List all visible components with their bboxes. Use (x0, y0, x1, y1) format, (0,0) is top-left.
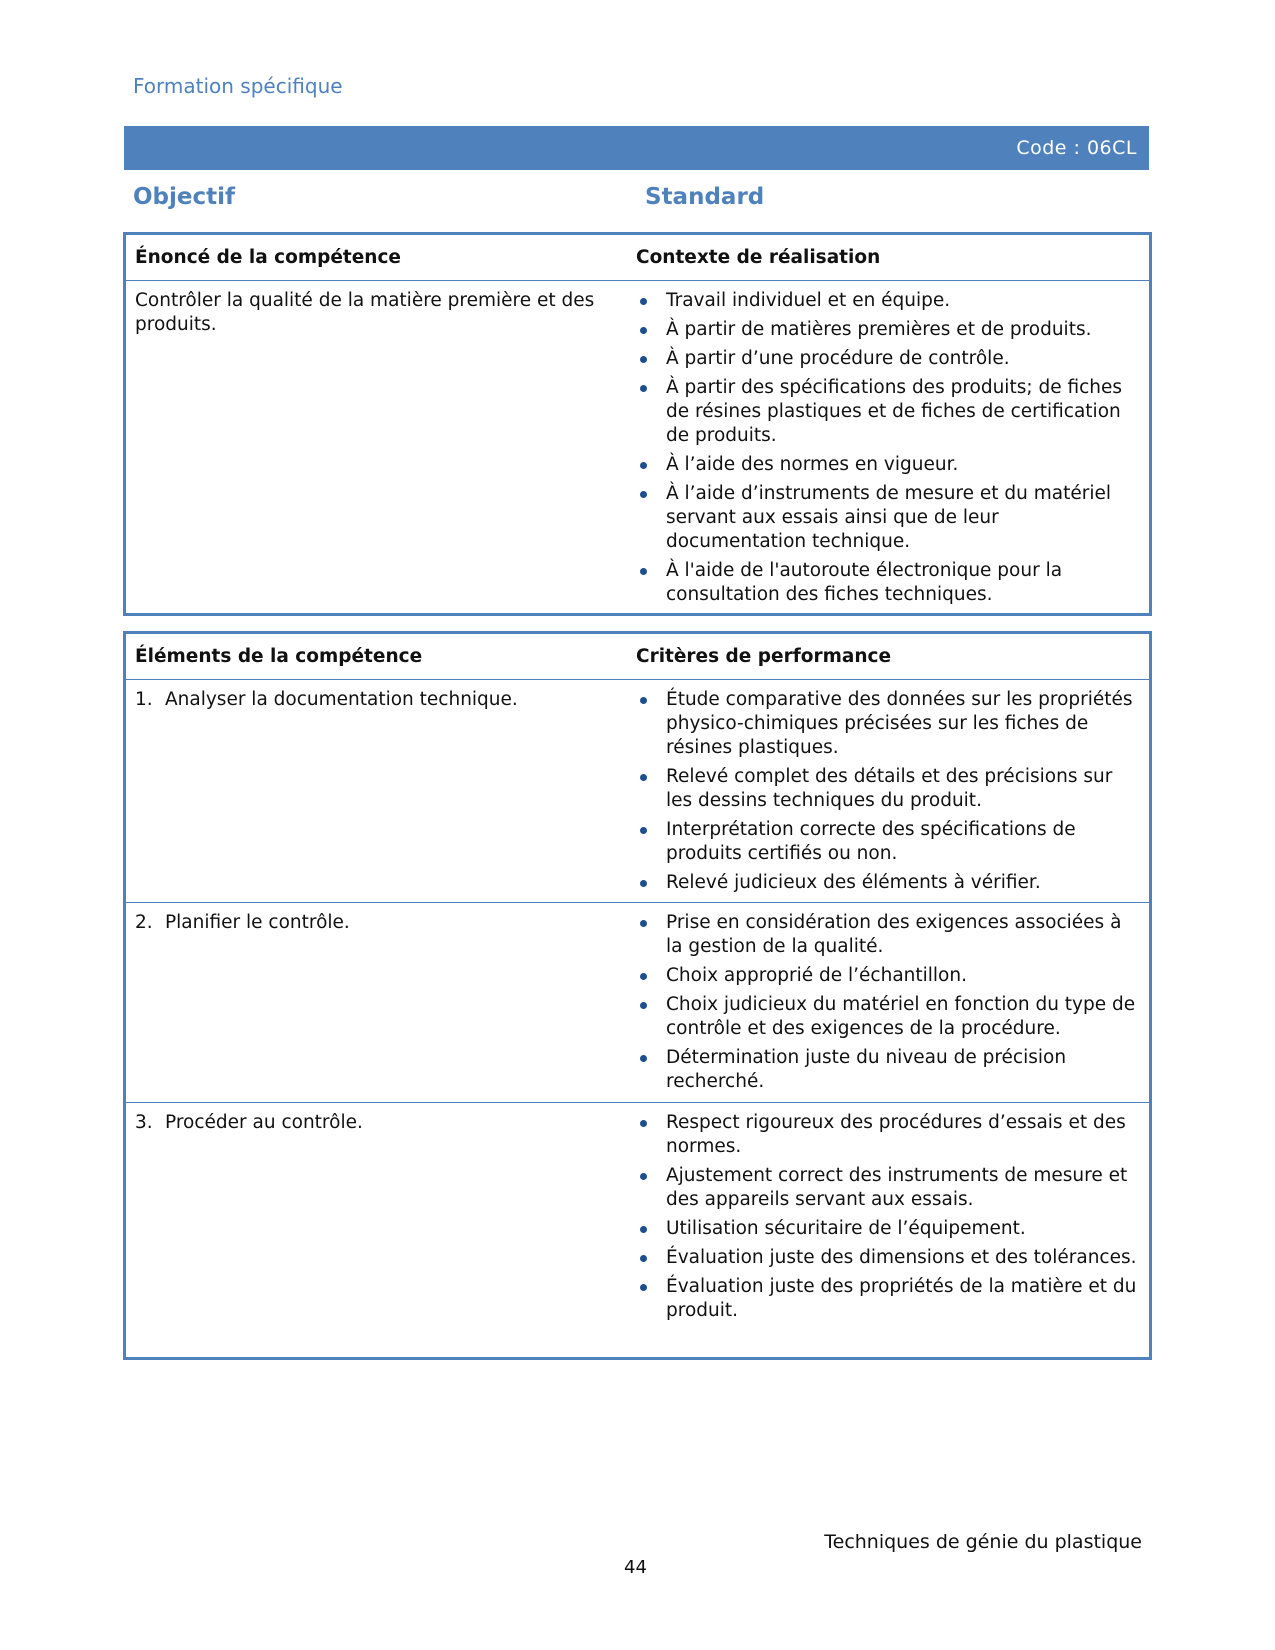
bullet-icon (640, 1255, 647, 1262)
enonce-text: Contrôler la qualité de la matière première et des produits. (135, 290, 595, 335)
elements-header: Éléments de la compétence (135, 646, 423, 667)
bullet-icon (640, 1173, 647, 1180)
contexte-list-cell (618, 281, 1149, 612)
bullet-icon (640, 356, 647, 363)
program-code: Code : 06CL (1016, 137, 1137, 159)
list-item: À partir d’une procédure de contrôle. (636, 347, 1143, 371)
standard-heading: Standard (645, 184, 765, 210)
bullet-icon (640, 920, 647, 927)
bullet-icon (640, 1055, 647, 1062)
list-item: Relevé judicieux des éléments à vérifier. (636, 871, 1143, 895)
bullet-icon (640, 880, 647, 887)
enonce-header: Énoncé de la compétence (135, 247, 401, 268)
criteres-header: Critères de performance (636, 646, 892, 667)
bullet-icon (640, 327, 647, 334)
bullet-icon (640, 298, 647, 305)
element-number: 3. (135, 1112, 153, 1133)
bullet-icon (640, 568, 647, 575)
list-item: À partir des spécifications des produits; de fiches de résines plastiques et de fiches de certification de produits. (636, 376, 1143, 448)
bullet-icon (640, 385, 647, 392)
list-item: Interprétation correcte des spécifications de produits certifiés ou non. (636, 818, 1143, 866)
bullet-icon (640, 973, 647, 980)
contexte-header: Contexte de réalisation (636, 247, 881, 268)
list-item: Choix judicieux du matériel en fonction du type de contrôle et des exigences de la procédure. (636, 993, 1143, 1041)
footer-program-title: Techniques de génie du plastique (824, 1531, 1142, 1553)
table-row (126, 1102, 1149, 1357)
list-item: Ajustement correct des instruments de mesure et des appareils servant aux essais. (636, 1164, 1143, 1212)
criteres-list (636, 911, 1143, 1094)
list-item: À partir de matières premières et de produits. (636, 318, 1143, 342)
element-text: Analyser la documentation technique. (165, 689, 518, 710)
objectif-heading: Objectif (133, 184, 236, 210)
bullet-icon (640, 491, 647, 498)
criteres-cell (618, 680, 1149, 902)
element-text: Procéder au contrôle. (165, 1112, 363, 1133)
element-cell (126, 903, 618, 1102)
list-item: Détermination juste du niveau de précision recherché. (636, 1046, 1143, 1094)
element-text: Planifier le contrôle. (165, 912, 350, 933)
list-item: Évaluation juste des propriétés de la matière et du produit. (636, 1275, 1143, 1323)
page-number: 44 (624, 1557, 647, 1578)
bullet-icon (640, 697, 647, 704)
list-item: À l'aide de l'autoroute électronique pour la consultation des fiches techniques. (636, 559, 1143, 607)
list-item: Relevé complet des détails et des précisions sur les dessins techniques du produit. (636, 765, 1143, 813)
code-band (124, 126, 1149, 170)
bullet-icon (640, 774, 647, 781)
list-item: Prise en considération des exigences associées à la gestion de la qualité. (636, 911, 1143, 959)
elements-table (123, 631, 1152, 1360)
criteres-list (636, 1111, 1143, 1323)
table-row (126, 902, 1149, 1102)
table-row (126, 280, 1149, 612)
table-header-row (126, 235, 1149, 280)
element-number: 1. (135, 689, 153, 710)
list-item: Évaluation juste des dimensions et des tolérances. (636, 1246, 1143, 1270)
list-item: Étude comparative des données sur les propriétés physico-chimiques précisées sur les fiches de résines plastiques. (636, 688, 1143, 760)
bullet-icon (640, 827, 647, 834)
table-header-row (126, 634, 1149, 679)
list-item: Utilisation sécuritaire de l’équipement. (636, 1217, 1143, 1241)
bullet-icon (640, 462, 647, 469)
list-item: Choix approprié de l’échantillon. (636, 964, 1143, 988)
table-row (126, 679, 1149, 902)
element-number: 2. (135, 912, 153, 933)
bullet-icon (640, 1284, 647, 1291)
criteres-list (636, 688, 1143, 895)
contexte-list (636, 289, 1143, 607)
bullet-icon (640, 1002, 647, 1009)
criteres-cell (618, 1103, 1149, 1357)
element-cell (126, 1103, 618, 1357)
bullet-icon (640, 1120, 647, 1127)
competence-table (123, 232, 1152, 616)
list-item: À l’aide d’instruments de mesure et du matériel servant aux essais ainsi que de leur documentation technique. (636, 482, 1143, 554)
section-title: Formation spécifique (133, 74, 343, 98)
list-item: À l’aide des normes en vigueur. (636, 453, 1143, 477)
element-cell (126, 680, 618, 902)
list-item: Respect rigoureux des procédures d’essais et des normes. (636, 1111, 1143, 1159)
list-item: Travail individuel et en équipe. (636, 289, 1143, 313)
criteres-cell (618, 903, 1149, 1102)
bullet-icon (640, 1226, 647, 1233)
